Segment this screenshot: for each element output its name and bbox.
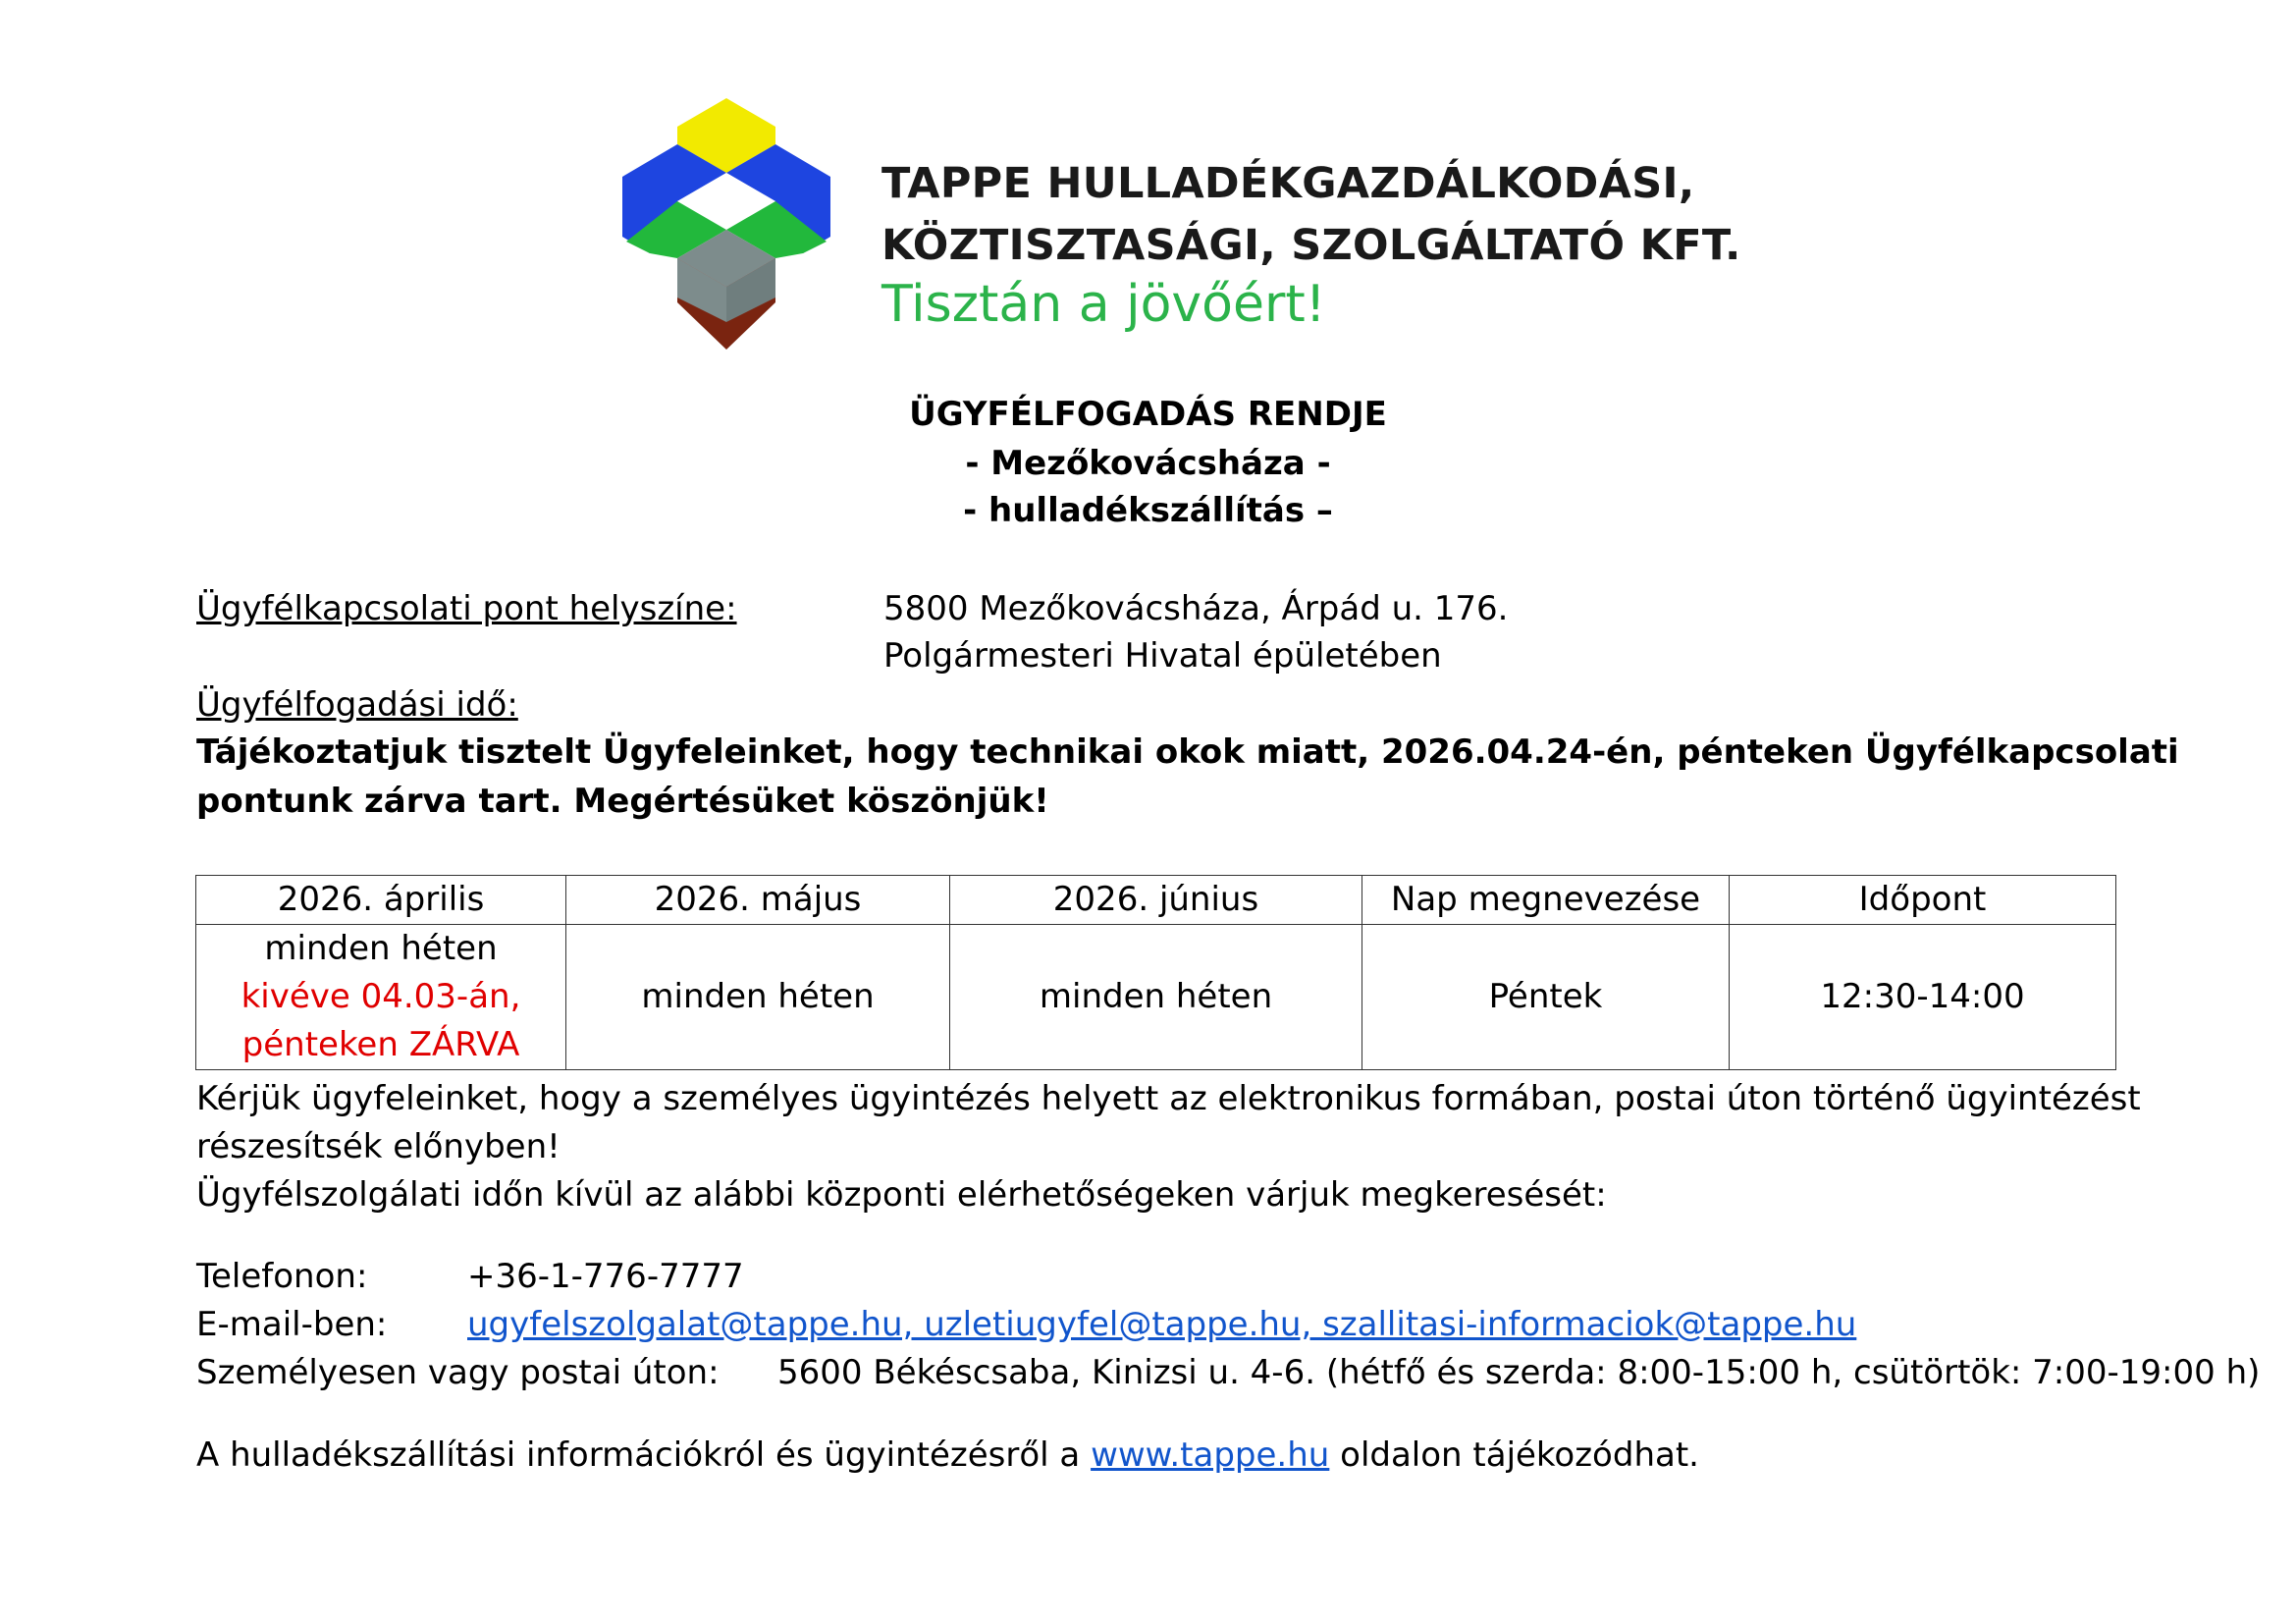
april-every-week: minden héten [264,929,498,968]
schedule-table [195,875,2116,1070]
location-label: Ügyfélkapcsolati pont helyszíne: [196,589,737,628]
header-april: 2026. április [196,876,566,925]
cell-june: minden héten [950,925,1362,1070]
company-logo-icon [622,96,830,352]
location-address-line2: Polgármesteri Hivatal épületében [883,636,1442,676]
closure-notice-line1: Tájékoztatjuk tisztelt Ügyfeleinket, hogy technikai okok miatt, 2026.04.24-én, pénteken Ügyfélkapcsolati [196,732,2179,772]
contact-intro: Ügyfélszolgálati időn kívül az alábbi központi elérhetőségeken várjuk megkeresését: [196,1175,1607,1215]
page-subtitle-service: - hulladékszállítás – [963,491,1333,530]
website-link[interactable]: www.tappe.hu [1091,1435,1330,1475]
footer-suffix: oldalon tájékozódhat. [1329,1435,1699,1475]
company-name-line1: TAPPE HULLADÉKGAZDÁLKODÁSI, [881,159,1695,208]
schedule-header-row [196,876,2116,925]
header-time: Időpont [1730,876,2116,925]
email-label: E-mail-ben: [196,1305,388,1344]
april-exception-line2: pénteken ZÁRVA [241,1025,520,1064]
cell-time: 12:30-14:00 [1730,925,2116,1070]
location-address-line1: 5800 Mezőkovácsháza, Árpád u. 176. [883,589,1509,628]
header-june: 2026. június [950,876,1362,925]
april-exception-line1: kivéve 04.03-án, [240,977,521,1016]
closure-notice-line2: pontunk zárva tart. Megértésüket köszönjük! [196,782,1049,821]
hours-label: Ügyfélfogadási idő: [196,685,518,725]
post-address: 5600 Békéscsaba, Kinizsi u. 4-6. (hétfő és szerda: 8:00-15:00 h, csütörtök: 7:00-19:00 h) [777,1353,2261,1392]
page-subtitle-town: - Mezőkovácsháza - [965,444,1331,483]
phone-number: +36-1-776-7777 [467,1257,744,1296]
phone-label: Telefonon: [196,1257,368,1296]
schedule-row [196,925,2116,1070]
footer-text [196,1435,1699,1475]
company-name-line2: KÖZTISZTASÁGI, SZOLGÁLTATÓ KFT. [881,221,1741,270]
request-line2: részesítsék előnyben! [196,1127,561,1166]
company-slogan: Tisztán a jövőért! [881,275,1326,334]
request-line1: Kérjük ügyfeleinket, hogy a személyes ügyintézés helyett az elektronikus formában, postai úton történő ügyintézést [196,1079,2141,1118]
email-links[interactable]: ugyfelszolgalat@tappe.hu, uzletiugyfel@tappe.hu, szallitasi-informaciok@tappe.hu [467,1305,1857,1344]
footer-prefix: A hulladékszállítási információkról és ügyintézésről a [196,1435,1092,1475]
cell-day: Péntek [1362,925,1730,1070]
post-label: Személyesen vagy postai úton: [196,1353,720,1392]
header-day: Nap megnevezése [1362,876,1730,925]
header-may: 2026. május [566,876,950,925]
cell-may: minden héten [566,925,950,1070]
cell-april [196,925,566,1070]
page-title: ÜGYFÉLFOGADÁS RENDJE [909,395,1387,434]
